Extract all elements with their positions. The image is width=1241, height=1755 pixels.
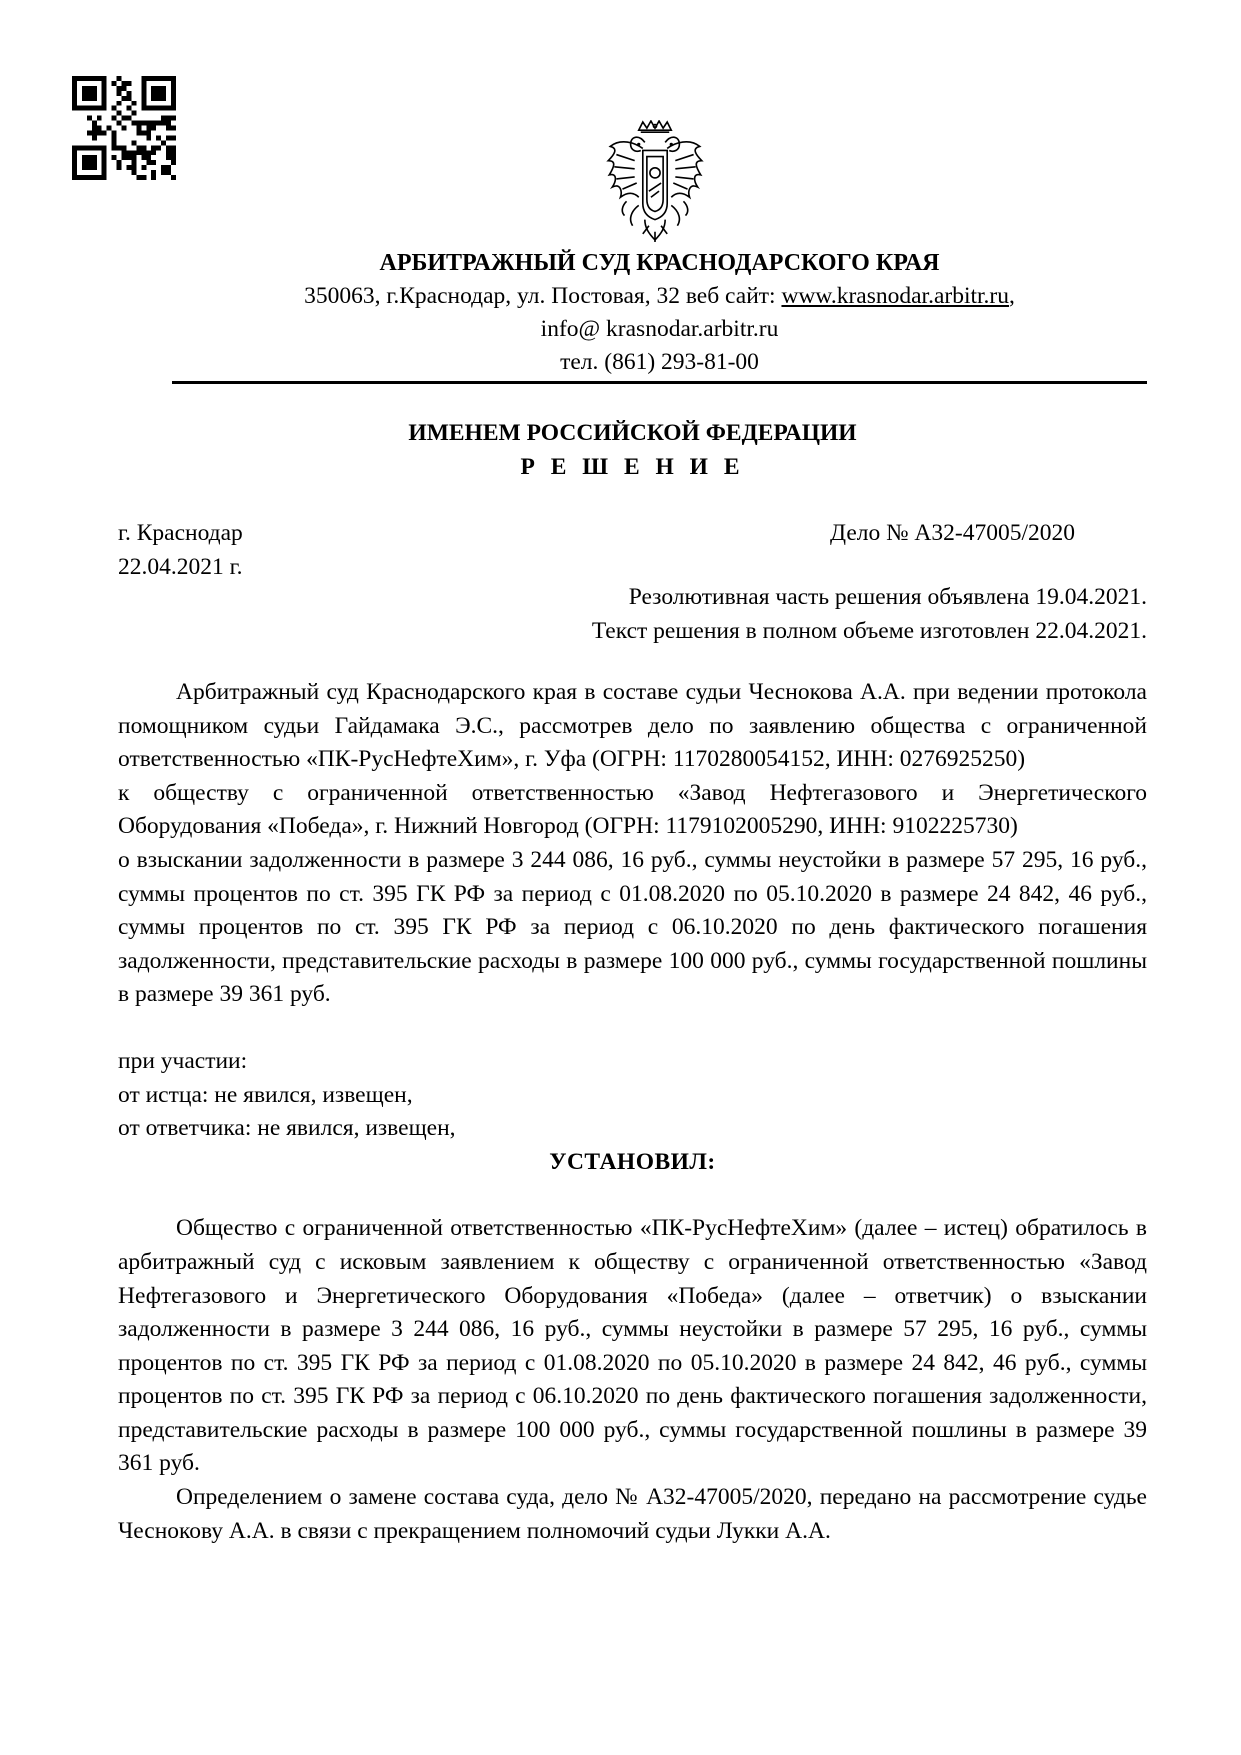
qr-module: [87, 160, 92, 165]
qr-module: [97, 126, 102, 131]
qr-module: [161, 170, 166, 175]
qr-module: [171, 160, 176, 165]
qr-module: [102, 91, 107, 96]
qr-module: [131, 121, 136, 126]
qr-module: [97, 76, 102, 81]
qr-module: [166, 165, 171, 170]
qr-module: [92, 160, 97, 165]
intro-paragraph: Арбитражный суд Краснодарского края в составе судьи Чеснокова А.А. при ведении протокола помощником судьи Гайдамака Э.С., рассмотрев дело по заявлению общества с ограниченной ответственностью «ПК-РусНефтеХим», г. Уфа (ОГРН: 1170280054152, ИНН: 0276925250): [118, 679, 1147, 773]
qr-module: [166, 150, 171, 155]
qr-module: [72, 86, 77, 91]
qr-module: [72, 96, 77, 101]
qr-module: [156, 86, 161, 91]
qr-module: [171, 101, 176, 106]
qr-module: [122, 126, 127, 131]
resolution-info: [118, 580, 1147, 648]
qr-module: [82, 160, 87, 165]
qr-module: [151, 96, 156, 101]
qr-module: [92, 135, 97, 140]
qr-module: [112, 106, 117, 111]
case-number: Дело № А32-47005/2020: [830, 520, 1075, 546]
qr-module: [141, 91, 146, 96]
qr-module: [72, 76, 77, 81]
qr-module: [131, 170, 136, 175]
qr-module: [166, 126, 171, 131]
qr-module: [82, 106, 87, 111]
qr-module: [112, 135, 117, 140]
court-name: АРБИТРАЖНЫЙ СУД КРАСНОДАРСКОГО КРАЯ: [379, 250, 940, 276]
qr-module: [72, 145, 77, 150]
qr-module: [82, 165, 87, 170]
qr-module: [92, 175, 97, 180]
qr-module: [82, 86, 87, 91]
qr-module: [102, 86, 107, 91]
qr-module: [87, 130, 92, 135]
qr-module: [107, 126, 112, 131]
coat-of-arms-icon: [604, 120, 706, 244]
qr-module: [151, 106, 156, 111]
qr-code-icon: [72, 76, 176, 180]
qr-module: [87, 91, 92, 96]
document-body: [118, 676, 1147, 1548]
qr-module: [92, 155, 97, 160]
qr-module: [117, 91, 122, 96]
qr-module: [161, 106, 166, 111]
qr-module: [92, 91, 97, 96]
qr-module: [156, 96, 161, 101]
qr-module: [112, 81, 117, 86]
qr-module: [87, 86, 92, 91]
qr-module: [156, 106, 161, 111]
court-header: [172, 246, 1147, 379]
qr-module: [72, 81, 77, 86]
participation-label: при участии:: [118, 1047, 248, 1074]
qr-module: [151, 121, 156, 126]
header-divider: [172, 381, 1147, 384]
title-line-1: ИМЕНЕМ РОССИЙСКОЙ ФЕДЕРАЦИИ: [408, 420, 857, 446]
qr-module: [171, 86, 176, 91]
qr-module: [136, 126, 141, 131]
qr-module: [122, 155, 127, 160]
qr-module: [87, 116, 92, 121]
qr-module: [92, 121, 97, 126]
qr-module: [92, 145, 97, 150]
qr-module: [117, 160, 122, 165]
qr-module: [72, 160, 77, 165]
qr-module: [102, 130, 107, 135]
qr-module: [102, 101, 107, 106]
defendant-presence: от ответчика: не явился, извещен,: [118, 1115, 456, 1142]
qr-module: [166, 116, 171, 121]
qr-module: [146, 160, 151, 165]
qr-module: [82, 175, 87, 180]
qr-module: [161, 116, 166, 121]
court-phone: тел. (861) 293-81-00: [560, 349, 759, 375]
paragraph-1: Общество с ограниченной ответственностью «ПК-РусНефтеХим» (далее – истец) обратилось в арбитражный суд с исковым заявлением к обществу с ограниченной ответственностью «Завод Нефтегазового и Энергетического Оборудования «Победа» (далее – ответчик) о взыскании задолженности в размере 3 244 086, 16 руб., суммы неустойки в размере 57 295, 16 руб., суммы процентов по ст. 395 ГК РФ за период с 01.08.2020 по 05.10.2020 в размере 24 842, 46 руб., суммы процентов по ст. 395 ГК РФ за период с 06.10.2020 по день фактического погашения задолженности, представительские расходы в размере 100 000 руб., суммы государственной пошлины в размере 39 361 руб.: [118, 1215, 1147, 1477]
qr-module: [87, 165, 92, 170]
qr-module: [102, 150, 107, 155]
qr-module: [131, 111, 136, 116]
qr-module: [72, 106, 77, 111]
qr-module: [72, 150, 77, 155]
qr-module: [136, 175, 141, 180]
qr-module: [166, 121, 171, 126]
qr-module: [102, 106, 107, 111]
qr-module: [102, 76, 107, 81]
spacer: [118, 1012, 1147, 1045]
qr-module: [117, 165, 122, 170]
qr-module: [131, 101, 136, 106]
qr-module: [126, 91, 131, 96]
qr-module: [141, 106, 146, 111]
qr-module: [151, 91, 156, 96]
qr-module: [82, 155, 87, 160]
website-link[interactable]: www.krasnodar.arbitr.ru: [781, 283, 1009, 309]
qr-module: [161, 96, 166, 101]
qr-module: [156, 135, 161, 140]
decision-date: 22.04.2021 г.: [118, 554, 243, 580]
qr-module: [141, 96, 146, 101]
qr-module: [112, 116, 117, 121]
qr-module: [171, 145, 176, 150]
qr-module: [122, 81, 127, 86]
qr-module: [131, 140, 136, 145]
qr-module: [136, 150, 141, 155]
qr-module: [112, 140, 117, 145]
qr-module: [87, 106, 92, 111]
qr-module: [151, 86, 156, 91]
qr-module: [117, 111, 122, 116]
qr-module: [141, 150, 146, 155]
qr-module: [171, 175, 176, 180]
qr-module: [102, 160, 107, 165]
qr-module: [161, 91, 166, 96]
qr-module: [141, 175, 146, 180]
qr-module: [161, 140, 166, 145]
qr-module: [112, 130, 117, 135]
qr-module: [97, 116, 102, 121]
qr-module: [126, 155, 131, 160]
qr-module: [166, 106, 171, 111]
qr-module: [112, 145, 117, 150]
qr-module: [151, 76, 156, 81]
qr-module: [126, 150, 131, 155]
qr-module: [131, 160, 136, 165]
spacer: [118, 1179, 1147, 1212]
qr-module: [161, 76, 166, 81]
qr-module: [122, 86, 127, 91]
qr-module: [122, 150, 127, 155]
qr-module: [126, 106, 131, 111]
qr-module: [126, 96, 131, 101]
qr-module: [141, 121, 146, 126]
qr-module: [72, 91, 77, 96]
qr-module: [146, 106, 151, 111]
qr-module: [117, 121, 122, 126]
qr-module: [77, 76, 82, 81]
qr-module: [102, 145, 107, 150]
qr-module: [161, 86, 166, 91]
claim-paragraph: о взыскании задолженности в размере 3 244 086, 16 руб., суммы неустойки в размере 57 295, 16 руб., суммы процентов по ст. 395 ГК РФ за период с 01.08.2020 по 05.10.2020 в размере 24 842, 46 руб., суммы процентов по ст. 395 ГК РФ за период с 06.10.2020 по день фактического погашения задолженности, представительские расходы в размере 100 000 руб., суммы государственной пошлины в размере 39 361 руб.: [118, 846, 1147, 1008]
qr-module: [117, 145, 122, 150]
qr-module: [87, 96, 92, 101]
qr-module: [136, 145, 141, 150]
qr-module: [141, 130, 146, 135]
qr-module: [146, 121, 151, 126]
established-heading: УСТАНОВИЛ:: [549, 1148, 716, 1175]
qr-module: [87, 175, 92, 180]
qr-module: [141, 76, 146, 81]
qr-module: [171, 106, 176, 111]
qr-module: [82, 96, 87, 101]
qr-module: [92, 106, 97, 111]
qr-module: [141, 165, 146, 170]
qr-module: [161, 121, 166, 126]
qr-module: [141, 145, 146, 150]
qr-module: [126, 116, 131, 121]
qr-module: [72, 101, 77, 106]
qr-module: [117, 76, 122, 81]
qr-module: [151, 150, 156, 155]
qr-module: [166, 135, 171, 140]
qr-module: [166, 145, 171, 150]
qr-module: [126, 81, 131, 86]
qr-module: [82, 91, 87, 96]
qr-module: [77, 145, 82, 150]
qr-module: [146, 126, 151, 131]
court-email: info@ krasnodar.arbitr.ru: [540, 316, 779, 342]
qr-module: [141, 155, 146, 160]
qr-module: [166, 155, 171, 160]
qr-module: [151, 170, 156, 175]
qr-module: [146, 135, 151, 140]
participation-block: [118, 1045, 1147, 1146]
qr-module: [171, 81, 176, 86]
qr-module: [77, 175, 82, 180]
qr-module: [151, 145, 156, 150]
qr-module: [166, 76, 171, 81]
qr-module: [87, 145, 92, 150]
qr-module: [72, 165, 77, 170]
qr-module: [171, 155, 176, 160]
qr-module: [146, 155, 151, 160]
qr-module: [92, 86, 97, 91]
resolution-announced: Резолютивная часть решения объявлена 19.04.2021.: [628, 584, 1147, 610]
qr-module: [72, 155, 77, 160]
qr-module: [87, 76, 92, 81]
qr-module: [92, 165, 97, 170]
qr-module: [171, 91, 176, 96]
qr-module: [122, 96, 127, 101]
qr-module: [146, 76, 151, 81]
court-address: [172, 280, 1147, 313]
qr-module: [97, 106, 102, 111]
address-suffix: ,: [1009, 283, 1015, 309]
qr-module: [92, 126, 97, 131]
qr-module: [117, 86, 122, 91]
qr-module: [97, 175, 102, 180]
qr-module: [102, 81, 107, 86]
qr-module: [131, 155, 136, 160]
qr-module: [112, 155, 117, 160]
plaintiff-presence: от истца: не явился, извещен,: [118, 1081, 413, 1108]
qr-module: [102, 155, 107, 160]
qr-module: [151, 175, 156, 180]
qr-module: [161, 165, 166, 170]
qr-module: [77, 106, 82, 111]
qr-module: [102, 170, 107, 175]
qr-module: [92, 96, 97, 101]
qr-module: [171, 76, 176, 81]
qr-module: [72, 170, 77, 175]
qr-module: [136, 130, 141, 135]
qr-module: [171, 116, 176, 121]
qr-module: [131, 150, 136, 155]
qr-module: [151, 160, 156, 165]
title-line-2: Р Е Ш Е Н И Е: [520, 454, 745, 480]
qr-module: [166, 170, 171, 175]
qr-module: [72, 175, 77, 180]
qr-module: [102, 175, 107, 180]
qr-module: [92, 130, 97, 135]
qr-module: [146, 150, 151, 155]
qr-module: [156, 145, 161, 150]
qr-module: [141, 86, 146, 91]
qr-module: [136, 121, 141, 126]
qr-module: [97, 130, 102, 135]
qr-module: [156, 76, 161, 81]
qr-module: [82, 76, 87, 81]
city: г. Краснодар: [118, 520, 243, 546]
full-text-made: Текст решения в полном объеме изготовлен 22.04.2021.: [591, 618, 1147, 644]
qr-module: [171, 150, 176, 155]
qr-module: [156, 121, 161, 126]
document-title: [118, 416, 1147, 484]
qr-module: [171, 126, 176, 131]
qr-module: [131, 165, 136, 170]
qr-module: [97, 145, 102, 150]
qr-module: [102, 96, 107, 101]
paragraph-2: Определением о замене состава суда, дело № А32-47005/2020, передано на рассмотрение судье Чеснокову А.А. в связи с прекращением полномочий судьи Лукки А.А.: [118, 1484, 1147, 1544]
qr-module: [87, 155, 92, 160]
qr-module: [102, 165, 107, 170]
qr-module: [141, 101, 146, 106]
qr-module: [122, 145, 127, 150]
qr-module: [171, 135, 176, 140]
qr-module: [146, 130, 151, 135]
qr-module: [141, 81, 146, 86]
qr-module: [117, 101, 122, 106]
qr-module: [122, 116, 127, 121]
address-text: 350063, г.Краснодар, ул. Постовая, 32 веб сайт:: [304, 283, 782, 309]
qr-module: [151, 126, 156, 131]
qr-module: [92, 76, 97, 81]
defendant-paragraph: к обществу с ограниченной ответственностью «Завод Нефтегазового и Энергетического Оборудования «Победа», г. Нижний Новгород (ОГРН: 1179102005290, ИНН: 9102225730): [118, 779, 1147, 840]
qr-module: [156, 91, 161, 96]
qr-module: [171, 96, 176, 101]
qr-module: [126, 165, 131, 170]
qr-module: [82, 145, 87, 150]
